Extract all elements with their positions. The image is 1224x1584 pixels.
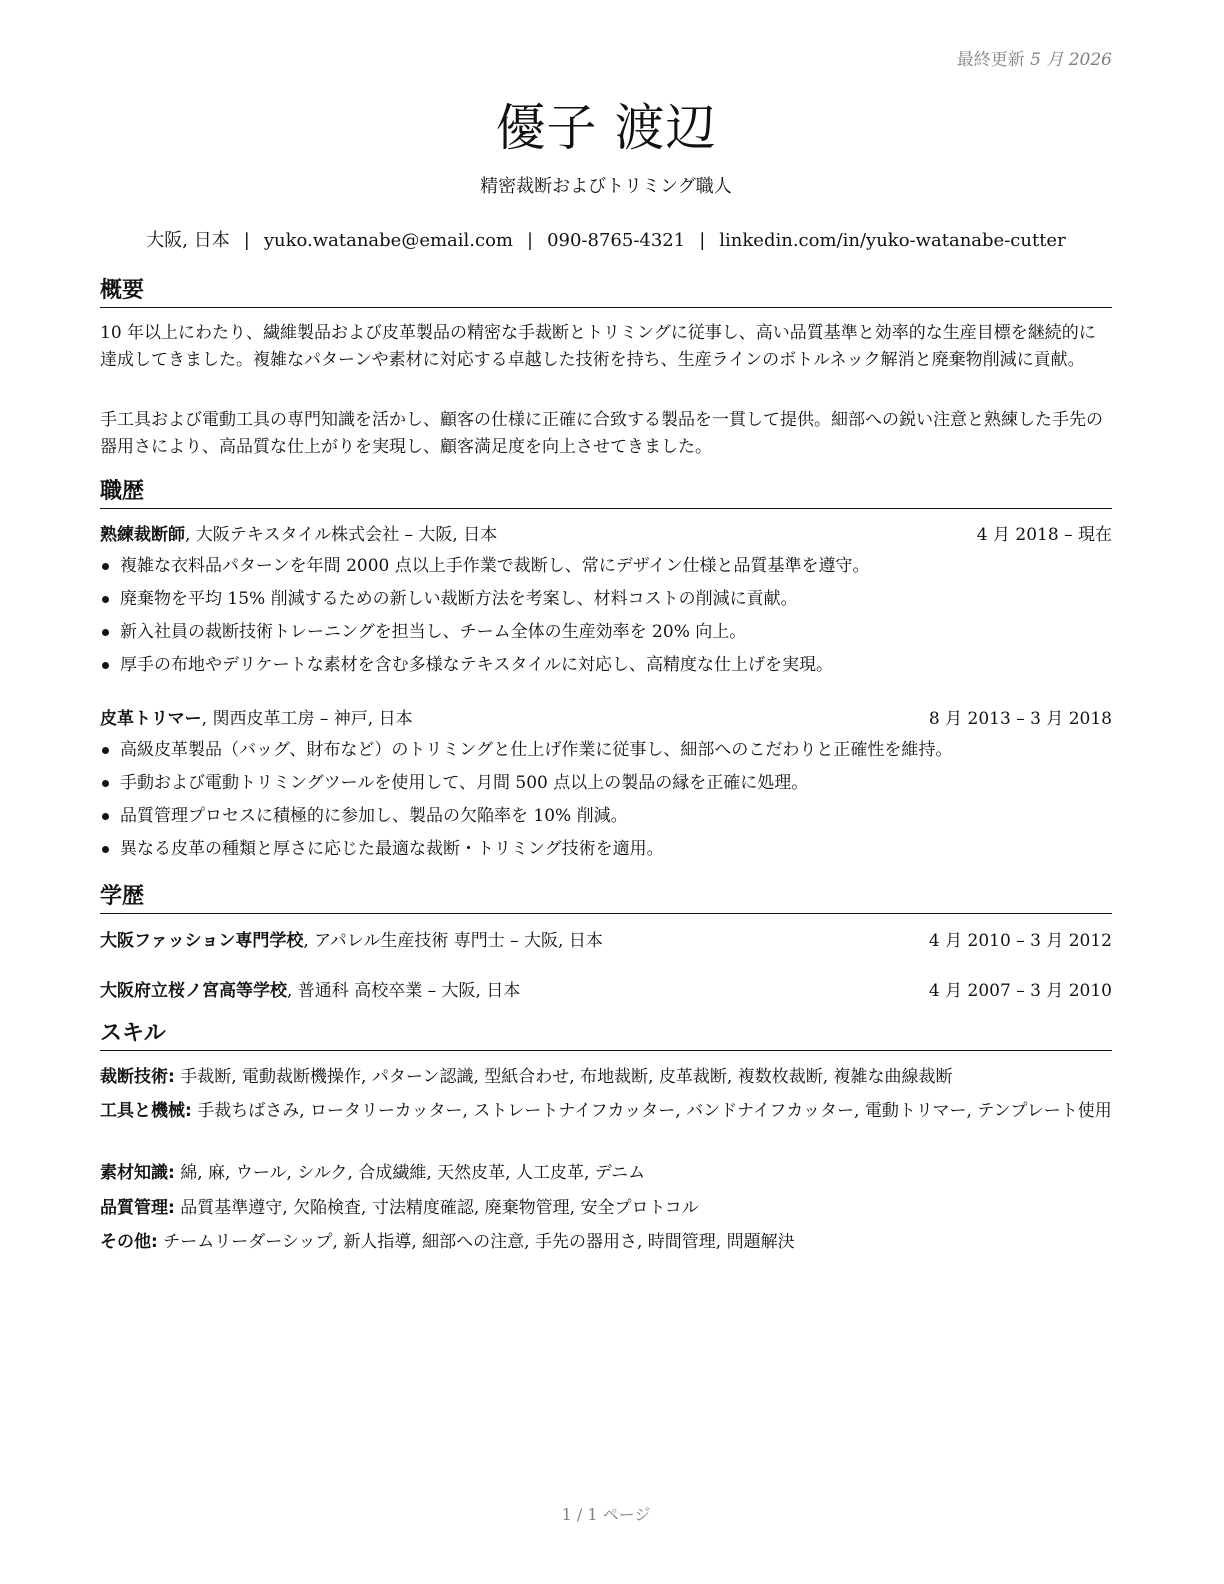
- skill-label: その他:: [100, 1232, 158, 1252]
- candidate-role: 精密裁断およびトリミング職人: [480, 176, 732, 197]
- education-details: , アパレル生産技術 専門士 – 大阪, 日本: [303, 931, 603, 951]
- contact-line: [100, 226, 1112, 252]
- education-details: , 普通科 高校卒業 – 大阪, 日本: [287, 981, 521, 1001]
- job-dates: 8 月 2013 – 3 月 2018: [928, 709, 1112, 729]
- job-bullet: 手動および電動トリミングツールを使用して、月間 500 点以上の製品の縁を正確に処理。: [100, 770, 1112, 803]
- contact-separator: |: [699, 230, 706, 251]
- education-title-line: [100, 978, 520, 1004]
- job-bullet: 異なる皮革の種類と厚さに応じた最適な裁断・トリミング技術を適用。: [100, 836, 1112, 869]
- skill-label: 工具と機械:: [100, 1101, 192, 1121]
- education-school: 大阪ファッション専門学校: [100, 931, 304, 951]
- section-title-education: 学歴: [100, 883, 1112, 914]
- summary-paragraph-1: 10 年以上にわたり、繊維製品および皮革製品の精密な手裁断とトリミングに従事し、高い品質基準と効率的な生産目標を継続的に達成してきました。複雑なパターンや素材に対応する卓越した技術を持ち、生産ラインのボトルネック解消と廃棄物削減に貢献。: [100, 323, 1096, 370]
- skill-label: 裁断技術:: [100, 1067, 175, 1087]
- job-title-line: [100, 706, 413, 732]
- skill-row: [100, 1098, 1112, 1124]
- job-position: 熟練裁断師: [100, 525, 185, 545]
- skill-label: 品質管理:: [100, 1198, 175, 1218]
- job-position: 皮革トリマー: [100, 709, 202, 729]
- job-bullet: 厚手の布地やデリケートな素材を含む多様なテキスタイルに対応し、高精度な仕上げを実現。: [100, 652, 1112, 685]
- job-title-line: [100, 522, 497, 548]
- skill-value: 手裁ちばさみ, ロータリーカッター, ストレートナイフカッター, バンドナイフカッター, 電動トリマー, テンプレート使用: [191, 1101, 1112, 1121]
- candidate-name: 優子 渡辺: [495, 99, 717, 157]
- contact-phone[interactable]: 090-8765-4321: [547, 230, 686, 251]
- skill-value: 綿, 麻, ウール, シルク, 合成繊維, 天然皮革, 人工皮革, デニム: [174, 1163, 646, 1183]
- contact-location: 大阪, 日本: [146, 230, 230, 251]
- skill-value: 手裁断, 電動裁断機操作, パターン認識, 型紙合わせ, 布地裁断, 皮革裁断, 複数枚裁断, 複雑な曲線裁断: [174, 1067, 953, 1087]
- job-dates: 4 月 2018 – 現在: [976, 525, 1112, 545]
- skill-row: [100, 1064, 1112, 1090]
- contact-separator: |: [527, 230, 534, 251]
- job-bullet: 複雑な衣料品パターンを年間 2000 点以上手作業で裁断し、常にデザイン仕様と品質基準を遵守。: [100, 553, 1112, 586]
- section-title-experience: 職歴: [100, 478, 1112, 509]
- education-title-line: [100, 928, 603, 954]
- job-details: , 大阪テキスタイル株式会社 – 大阪, 日本: [185, 525, 498, 545]
- job-details: , 関西皮革工房 – 神戸, 日本: [201, 709, 413, 729]
- section-title-summary: 概要: [100, 277, 1112, 308]
- education-dates: 4 月 2010 – 3 月 2012: [928, 931, 1112, 951]
- last-updated: [957, 45, 1112, 70]
- job-bullet: 新入社員の裁断技術トレーニングを担当し、チーム全体の生産効率を 20% 向上。: [100, 619, 1112, 652]
- skill-value: 品質基準遵守, 欠陥検査, 寸法精度確認, 廃棄物管理, 安全プロトコル: [174, 1198, 699, 1218]
- job-bullets: [100, 553, 1112, 685]
- job-bullets: [100, 737, 1112, 869]
- job-bullet: 廃棄物を平均 15% 削減するための新しい裁断方法を考案し、材料コストの削減に貢献。: [100, 586, 1112, 619]
- page-indicator: 1 / 1 ページ: [561, 1505, 651, 1524]
- contact-email[interactable]: yuko.watanabe@email.com: [263, 230, 513, 251]
- contact-linkedin[interactable]: linkedin.com/in/yuko-watanabe-cutter: [719, 230, 1066, 251]
- last-updated-label: 最終更新: [956, 50, 1025, 70]
- section-title-skills: スキル: [100, 1020, 1112, 1051]
- education-dates: 4 月 2007 – 3 月 2010: [928, 981, 1112, 1001]
- education-school: 大阪府立桜ノ宮高等学校: [100, 981, 287, 1001]
- job-bullet: 品質管理プロセスに積極的に参加し、製品の欠陥率を 10% 削減。: [100, 803, 1112, 836]
- last-updated-date: 5 月 2026: [1030, 50, 1112, 70]
- summary-paragraph-2: 手工具および電動工具の専門知識を活かし、顧客の仕様に正確に合致する製品を一貫して提供。細部への鋭い注意と熟練した手先の器用さにより、高品質な仕上がりを実現し、顧客満足度を向上させてきました。: [100, 410, 1103, 457]
- job-bullet: 高級皮革製品（バッグ、財布など）のトリミングと仕上げ作業に従事し、細部へのこだわりと正確性を維持。: [100, 737, 1112, 770]
- skill-label: 素材知識:: [100, 1163, 175, 1183]
- skill-value: チームリーダーシップ, 新人指導, 細部への注意, 手先の器用さ, 時間管理, 問題解決: [157, 1232, 795, 1252]
- resume-page: [100, 0, 1112, 1584]
- skill-row: [100, 1160, 1112, 1186]
- skill-row: [100, 1229, 1112, 1255]
- skill-row: [100, 1195, 1112, 1221]
- contact-separator: |: [243, 230, 250, 251]
